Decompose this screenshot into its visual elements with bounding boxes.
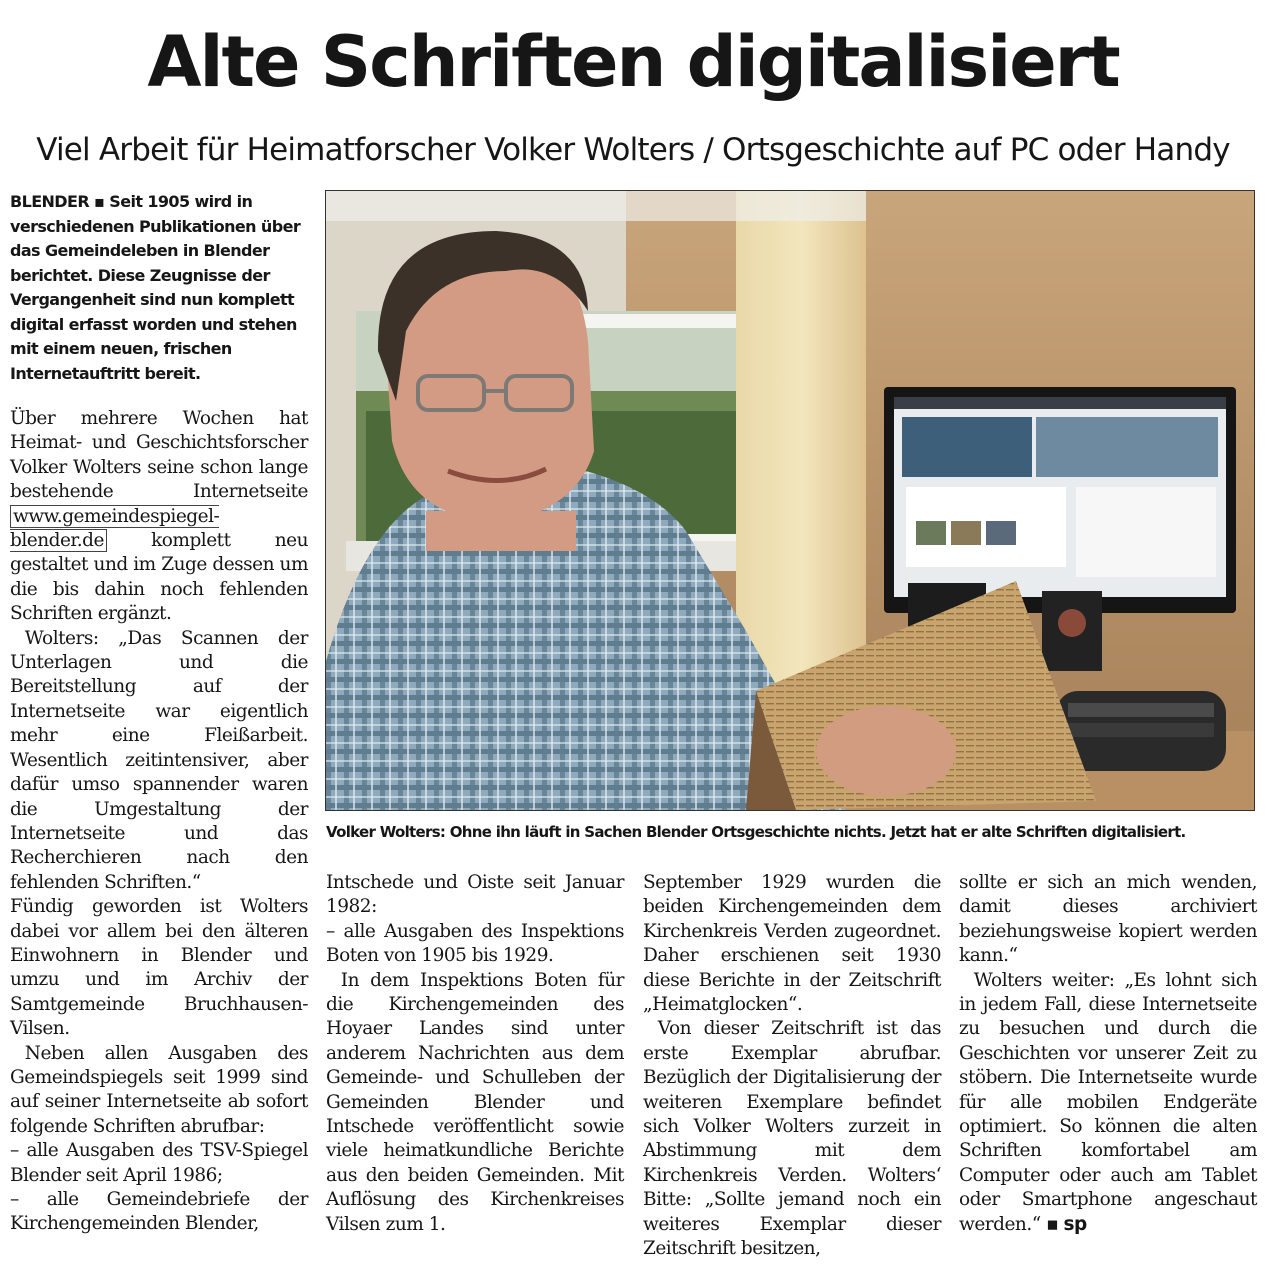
body-paragraph: Intschede und Oiste seit Januar 1982: (326, 872, 624, 918)
body-paragraph: Fündig geworden ist Wolters dabei vor allem bei den älteren Einwohnern in Blender und umzu und im Archiv der Samtgemeinde Bruchhausen-Vilsen. (10, 896, 308, 1040)
article-photo (325, 190, 1255, 811)
body-paragraph: Neben allen Ausgaben des Gemeindspiegels seit 1999 sind auf seiner Internetseite ab sofort folgende Schriften abrufbar: (10, 1042, 308, 1137)
body-paragraph: Wolters weiter: „Es lohnt sich in jedem Fall, diese Internetseite zu besuchen und durch die Geschichten vor unserer Zeit zu stöbern. Die Internetseite wurde für alle mobilen Endgeräte optimiert. So können die alten Schriften komfortabel am Computer oder auch am Tablet oder Smartphone angeschaut werden.“ ▪ sp (959, 969, 1257, 1235)
end-square-icon: ▪ (1046, 1213, 1059, 1235)
article-column-3 (643, 871, 941, 1262)
article-column-4 (959, 871, 1257, 1237)
headline: Alte Schriften digitalisiert (147, 21, 1119, 103)
body-paragraph: September 1929 wurden die beiden Kirchengemeinden dem Kirchenkreis Verden zugeordnet. Daher erschienen seit 1930 diese Berichte in der Zeitschrift „Heimatglocken“. (643, 872, 941, 1016)
body-paragraph: Über mehrere Wochen hat Heimat- und Geschichtsforscher Volker Wolters seine schon lange bestehende Internetseite www.gemeindespiegel-blender.de komplett neu gestaltet und im Zuge dessen um die bis dahin noch fehlenden Schriften ergänzt. (10, 408, 308, 625)
dateline-square-icon: ▪ (94, 192, 105, 211)
body-paragraph: Wolters: „Das Scannen der Unterlagen und die Bereitstellung auf der Internetseite war eigentlich mehr eine Fleißarbeit. Wesentlich zeitintensiver, aber dafür umso spannender waren die Umgestaltung der Internetseite und das Recherchieren nach den fehlenden Schriften.“ (10, 627, 308, 893)
body-list-item: – alle Gemeindebriefe der Kirchengemeinden Blender, (10, 1189, 308, 1235)
body-list-item: – alle Ausgaben des Inspektions Boten von 1905 bis 1929. (326, 920, 624, 967)
lead-paragraph (10, 190, 308, 386)
article-column-1 (10, 407, 308, 1237)
website-link[interactable]: www.gemeindespiegel-blender.de (10, 505, 220, 552)
body-list-item: – alle Ausgaben des TSV-Spiegel Blender seit April 1986; (10, 1140, 308, 1186)
body-paragraph: In dem Inspektions Boten für die Kirchengemeinden des Hoyaer Landes sind unter anderem Nachrichten aus dem Gemeinde- und Schulleben der Gemeinden Blender und Intschede veröffentlicht sowie viele heimatkundliche Berichte aus den beiden Gemeinden. Mit Auflösung des Kirchenkreises Vilsen zum 1. (326, 969, 624, 1235)
article-column-2 (326, 871, 624, 1237)
photo-volker-wolters-with-monitor (326, 191, 1254, 810)
photo-caption: Volker Wolters: Ohne ihn läuft in Sachen Blender Ortsgeschichte nichts. Jetzt hat er alte Schriften digitalisiert. (326, 823, 1186, 841)
body-paragraph: sollte er sich an mich wenden, damit dieses archiviert beziehungsweise kopiert werden kann.“ (959, 872, 1257, 967)
body-paragraph: Von dieser Zeitschrift ist das erste Exemplar abrufbar. Bezüglich der Digitalisierung der weiteren Exemplare befindet sich Volker Wolters zurzeit in Abstimmung mit dem Kirchenkreis Verden. Wolters‘ Bitte: „Sollte jemand noch ein weiteres Exemplar dieser Zeitschrift besitzen, (643, 1018, 941, 1260)
dateline: BLENDER (10, 192, 90, 211)
author-signature: sp (1063, 1213, 1087, 1235)
subheadline: Viel Arbeit für Heimatforscher Volker Wolters / Ortsgeschichte auf PC oder Handy (36, 132, 1230, 168)
lead-text: Seit 1905 wird in verschiedenen Publikationen über das Gemeindeleben in Blender berichtet. Diese Zeugnisse der Vergangenheit sind nun komplett digital erfasst worden und stehen mit einem neuen, frischen Internetauftritt bereit. (10, 192, 301, 383)
